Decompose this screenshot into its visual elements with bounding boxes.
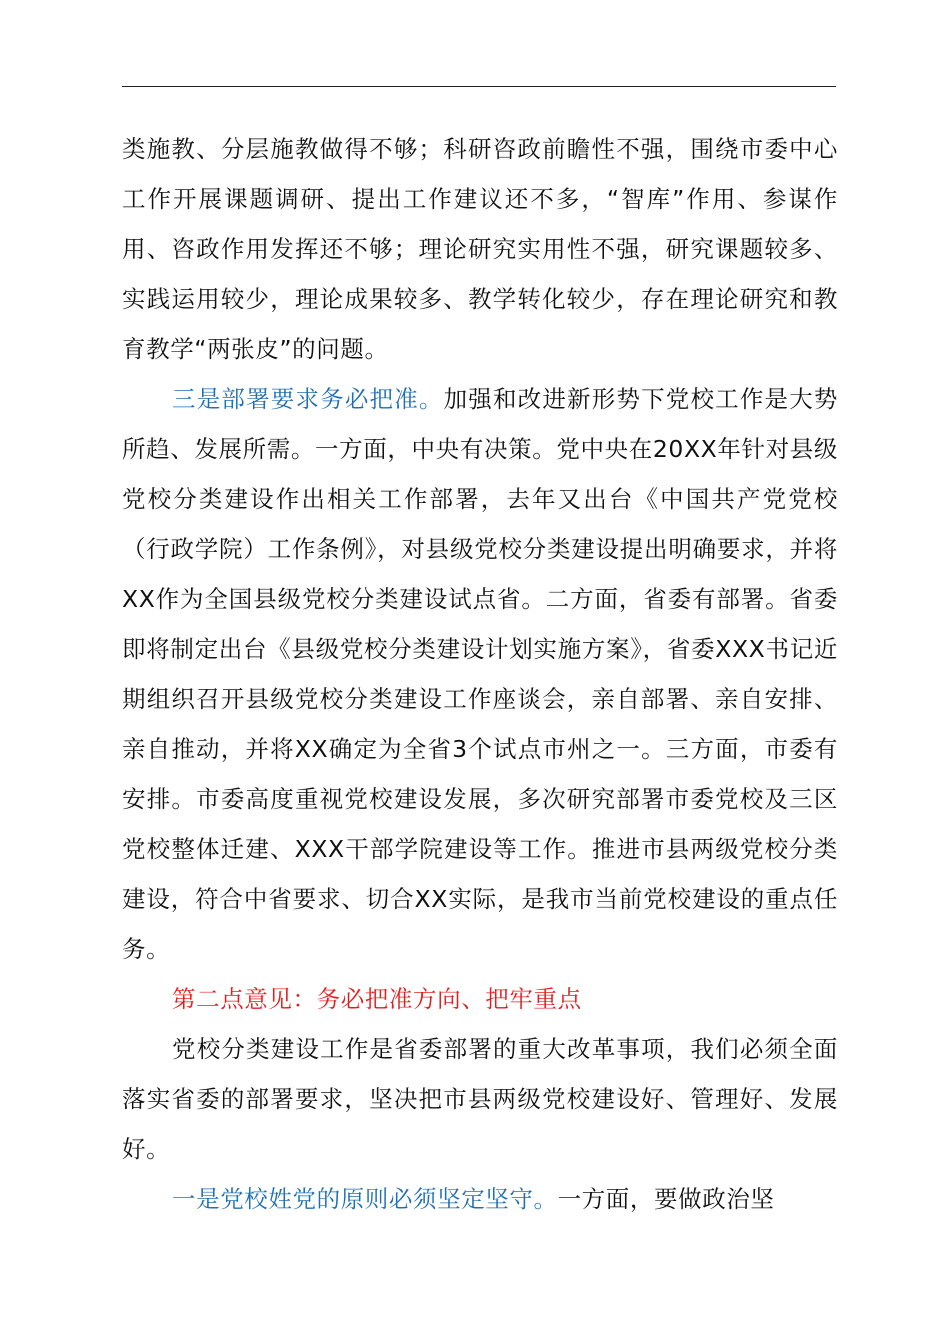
lead-phrase-point-one: 一是党校姓党的原则必须坚定坚守。 bbox=[172, 1185, 558, 1213]
paragraph-second-opinion-intro: 党校分类建设工作是省委部署的重大改革事项，我们必须全面落实省委的部署要求，坚决把市县两级党校建设好、管理好、发展好。 bbox=[122, 1035, 838, 1163]
paragraph-point-three-text: 加强和改进新形势下党校工作是大势所趋、发展所需。一方面，中央有决策。党中央在20XX年针对县级党校分类建设作出相关工作部署，去年又出台《中国共产党党校（行政学院）工作条例》，对县级党校分类建设提出明确要求，并将XX作为全国县级党校分类建设试点省。二方面，省委有部署。省委即将制定出台《县级党校分类建设计划实施方案》，省委XXX书记近期组织召开县级党校分类建设工作座谈会，亲自部署、亲自安排、亲自推动，并将XX确定为全省3个试点市州之一。三方面，市委有安排。市委高度重视党校建设发展，多次研究部署市委党校及三区党校整体迁建、XXX干部学院建设等工作。推进市县两级党校分类建设，符合中省要求、切合XX实际，是我市当前党校建设的重点任务。 bbox=[122, 385, 838, 963]
paragraph-continuation: 类施教、分层施教做得不够；科研咨政前瞻性不强，围绕市委中心工作开展课题调研、提出工作建议还不多，“智库”作用、参谋作用、咨政作用发挥还不够；理论研究实用性不强，研究课题较多、实践运用较少，理论成果较多、教学转化较少，存在理论研究和教育教学“两张皮”的问题。 bbox=[122, 135, 838, 363]
lead-phrase-point-three: 三是部署要求务必把准。 bbox=[172, 385, 444, 413]
document-body bbox=[122, 124, 838, 1224]
section-heading-second-opinion: 第二点意见：务必把准方向、把牢重点 bbox=[172, 985, 582, 1013]
paragraph-point-one bbox=[122, 1174, 838, 1224]
paragraph-point-one-text: 一方面，要做政治坚 bbox=[557, 1185, 775, 1213]
header-rule bbox=[122, 86, 836, 87]
paragraph-point-three bbox=[122, 374, 838, 974]
